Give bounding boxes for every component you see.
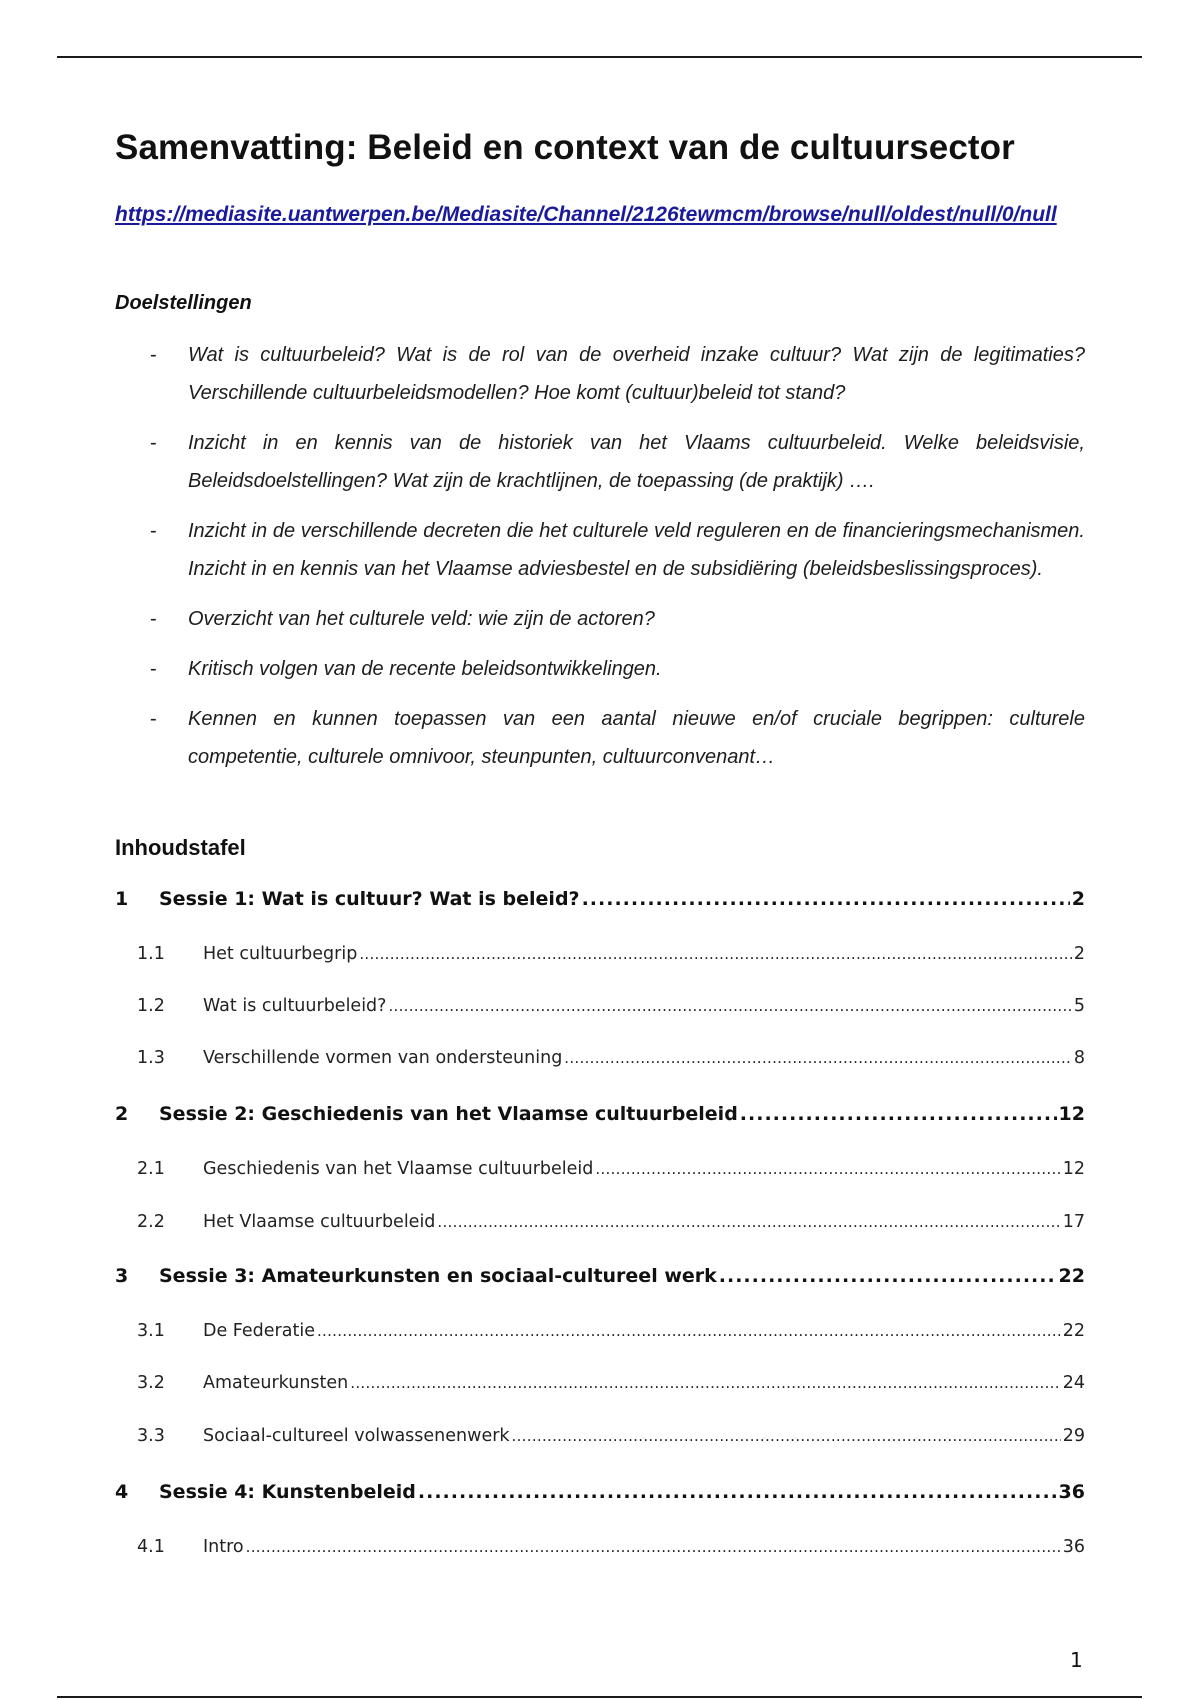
toc-number: 2.2 <box>137 1212 165 1232</box>
toc-number: 1.3 <box>137 1048 165 1068</box>
toc-leader <box>388 997 1071 1015</box>
goal-item <box>115 650 1085 688</box>
toc-number: 4 <box>115 1481 129 1503</box>
toc-title: Wat is cultuurbeleid? <box>203 996 387 1016</box>
bullet-dash: - <box>150 658 157 680</box>
toc-page: 22 <box>1062 1321 1085 1341</box>
toc-title: Het Vlaamse cultuurbeleid <box>203 1212 436 1232</box>
toc-page: 12 <box>1062 1159 1085 1179</box>
goal-item <box>115 512 1085 588</box>
toc-entry-2[interactable] <box>115 1103 1085 1133</box>
toc-entry-2-2[interactable] <box>115 1212 1085 1242</box>
bullet-dash: - <box>150 432 157 454</box>
toc-leader <box>582 888 1070 910</box>
toc-number: 2 <box>115 1103 129 1125</box>
goal-text: Wat is cultuurbeleid? Wat is de rol van de overheid inzake cultuur? Wat zijn de legitimaties? Verschillende cultuurbeleidsmodellen? Hoe komt (cultuur)beleid tot stand? <box>188 344 1085 404</box>
toc-leader <box>512 1427 1061 1445</box>
toc-leader <box>719 1265 1057 1287</box>
goal-item <box>115 336 1085 412</box>
goal-text: Inzicht in de verschillende decreten die het culturele veld reguleren en de financieringsmechanismen. Inzicht in en kennis van het Vlaamse adviesbestel en de subsidiëring (beleidsbeslissingsproces). <box>188 520 1085 580</box>
goal-item <box>115 700 1085 776</box>
toc-title: Amateurkunsten <box>203 1373 349 1393</box>
toc-leader <box>359 945 1072 963</box>
toc-title: Sociaal-cultureel volwassenenwerk <box>203 1426 510 1446</box>
toc-heading: Inhoudstafel <box>115 835 246 860</box>
bullet-dash: - <box>150 344 157 366</box>
page-number: 1 <box>1070 1648 1083 1672</box>
goals-list <box>115 336 1085 788</box>
toc-leader <box>437 1213 1060 1231</box>
toc-entry-1[interactable] <box>115 888 1085 918</box>
document-title: Samenvatting: Beleid en context van de cultuursector <box>115 128 1015 167</box>
goal-item <box>115 424 1085 500</box>
bullet-dash: - <box>150 520 157 542</box>
toc-page: 36 <box>1058 1481 1085 1503</box>
toc-number: 3.1 <box>137 1321 165 1341</box>
toc-leader <box>418 1481 1057 1503</box>
bullet-dash: - <box>150 608 157 630</box>
toc-entry-1-3[interactable] <box>115 1048 1085 1078</box>
goal-text: Kennen en kunnen toepassen van een aantal nieuwe en/of cruciale begrippen: culturele competentie, culturele omnivoor, steunpunten, cultuurconvenant… <box>188 708 1085 768</box>
toc-page: 12 <box>1058 1103 1085 1125</box>
mediasite-link[interactable]: https://mediasite.uantwerpen.be/Mediasite/Channel/2126tewmcm/browse/null/oldest/null/0/null <box>115 203 1057 226</box>
toc-page: 24 <box>1062 1373 1085 1393</box>
toc-leader <box>740 1103 1057 1125</box>
toc-number: 1.2 <box>137 996 165 1016</box>
goals-heading: Doelstellingen <box>115 292 252 314</box>
toc-title: Intro <box>203 1537 244 1557</box>
toc-page: 5 <box>1073 996 1085 1016</box>
goal-text: Overzicht van het culturele veld: wie zijn de actoren? <box>188 608 655 630</box>
toc-page: 36 <box>1062 1537 1085 1557</box>
toc-number: 3 <box>115 1265 129 1287</box>
toc-title: Geschiedenis van het Vlaamse cultuurbeleid <box>203 1159 594 1179</box>
toc-entry-4[interactable] <box>115 1481 1085 1511</box>
toc-entry-4-1[interactable] <box>115 1537 1085 1567</box>
toc-number: 2.1 <box>137 1159 165 1179</box>
toc-page: 29 <box>1062 1426 1085 1446</box>
toc-title: Sessie 1: Wat is cultuur? Wat is beleid? <box>159 888 580 910</box>
toc-number: 1 <box>115 888 129 910</box>
toc-entry-2-1[interactable] <box>115 1159 1085 1189</box>
goal-text: Kritisch volgen van de recente beleidsontwikkelingen. <box>188 658 662 680</box>
toc-page: 8 <box>1073 1048 1085 1068</box>
header-rule <box>57 56 1142 58</box>
toc-entry-3-1[interactable] <box>115 1321 1085 1351</box>
toc-number: 4.1 <box>137 1537 165 1557</box>
toc-page: 2 <box>1073 944 1085 964</box>
toc-entry-3-2[interactable] <box>115 1373 1085 1403</box>
goal-text: Inzicht in en kennis van de historiek van het Vlaams cultuurbeleid. Welke beleidsvisie, Beleidsdoelstellingen? Wat zijn de krachtlijnen, de toepassing (de praktijk) …. <box>188 432 1085 492</box>
toc-number: 1.1 <box>137 944 165 964</box>
toc-title: Sessie 2: Geschiedenis van het Vlaamse cultuurbeleid <box>159 1103 738 1125</box>
toc-title: Het cultuurbegrip <box>203 944 358 964</box>
footer-rule <box>57 1696 1142 1698</box>
toc-leader <box>564 1049 1072 1067</box>
toc-entry-1-1[interactable] <box>115 944 1085 974</box>
toc-leader <box>246 1538 1061 1556</box>
toc-number: 3.3 <box>137 1426 165 1446</box>
goal-item <box>115 600 1085 638</box>
toc-page: 17 <box>1062 1212 1085 1232</box>
toc-page: 2 <box>1071 888 1085 910</box>
toc-entry-3[interactable] <box>115 1265 1085 1295</box>
bullet-dash: - <box>150 708 157 730</box>
toc-entry-3-3[interactable] <box>115 1426 1085 1456</box>
toc-title: Sessie 3: Amateurkunsten en sociaal-cultureel werk <box>159 1265 717 1287</box>
toc-leader <box>317 1322 1061 1340</box>
toc-title: De Federatie <box>203 1321 315 1341</box>
toc-leader <box>350 1374 1060 1392</box>
toc-page: 22 <box>1058 1265 1085 1287</box>
toc-entry-1-2[interactable] <box>115 996 1085 1026</box>
toc-leader <box>595 1160 1060 1178</box>
toc-number: 3.2 <box>137 1373 165 1393</box>
toc-title: Sessie 4: Kunstenbeleid <box>159 1481 416 1503</box>
toc-title: Verschillende vormen van ondersteuning <box>203 1048 563 1068</box>
